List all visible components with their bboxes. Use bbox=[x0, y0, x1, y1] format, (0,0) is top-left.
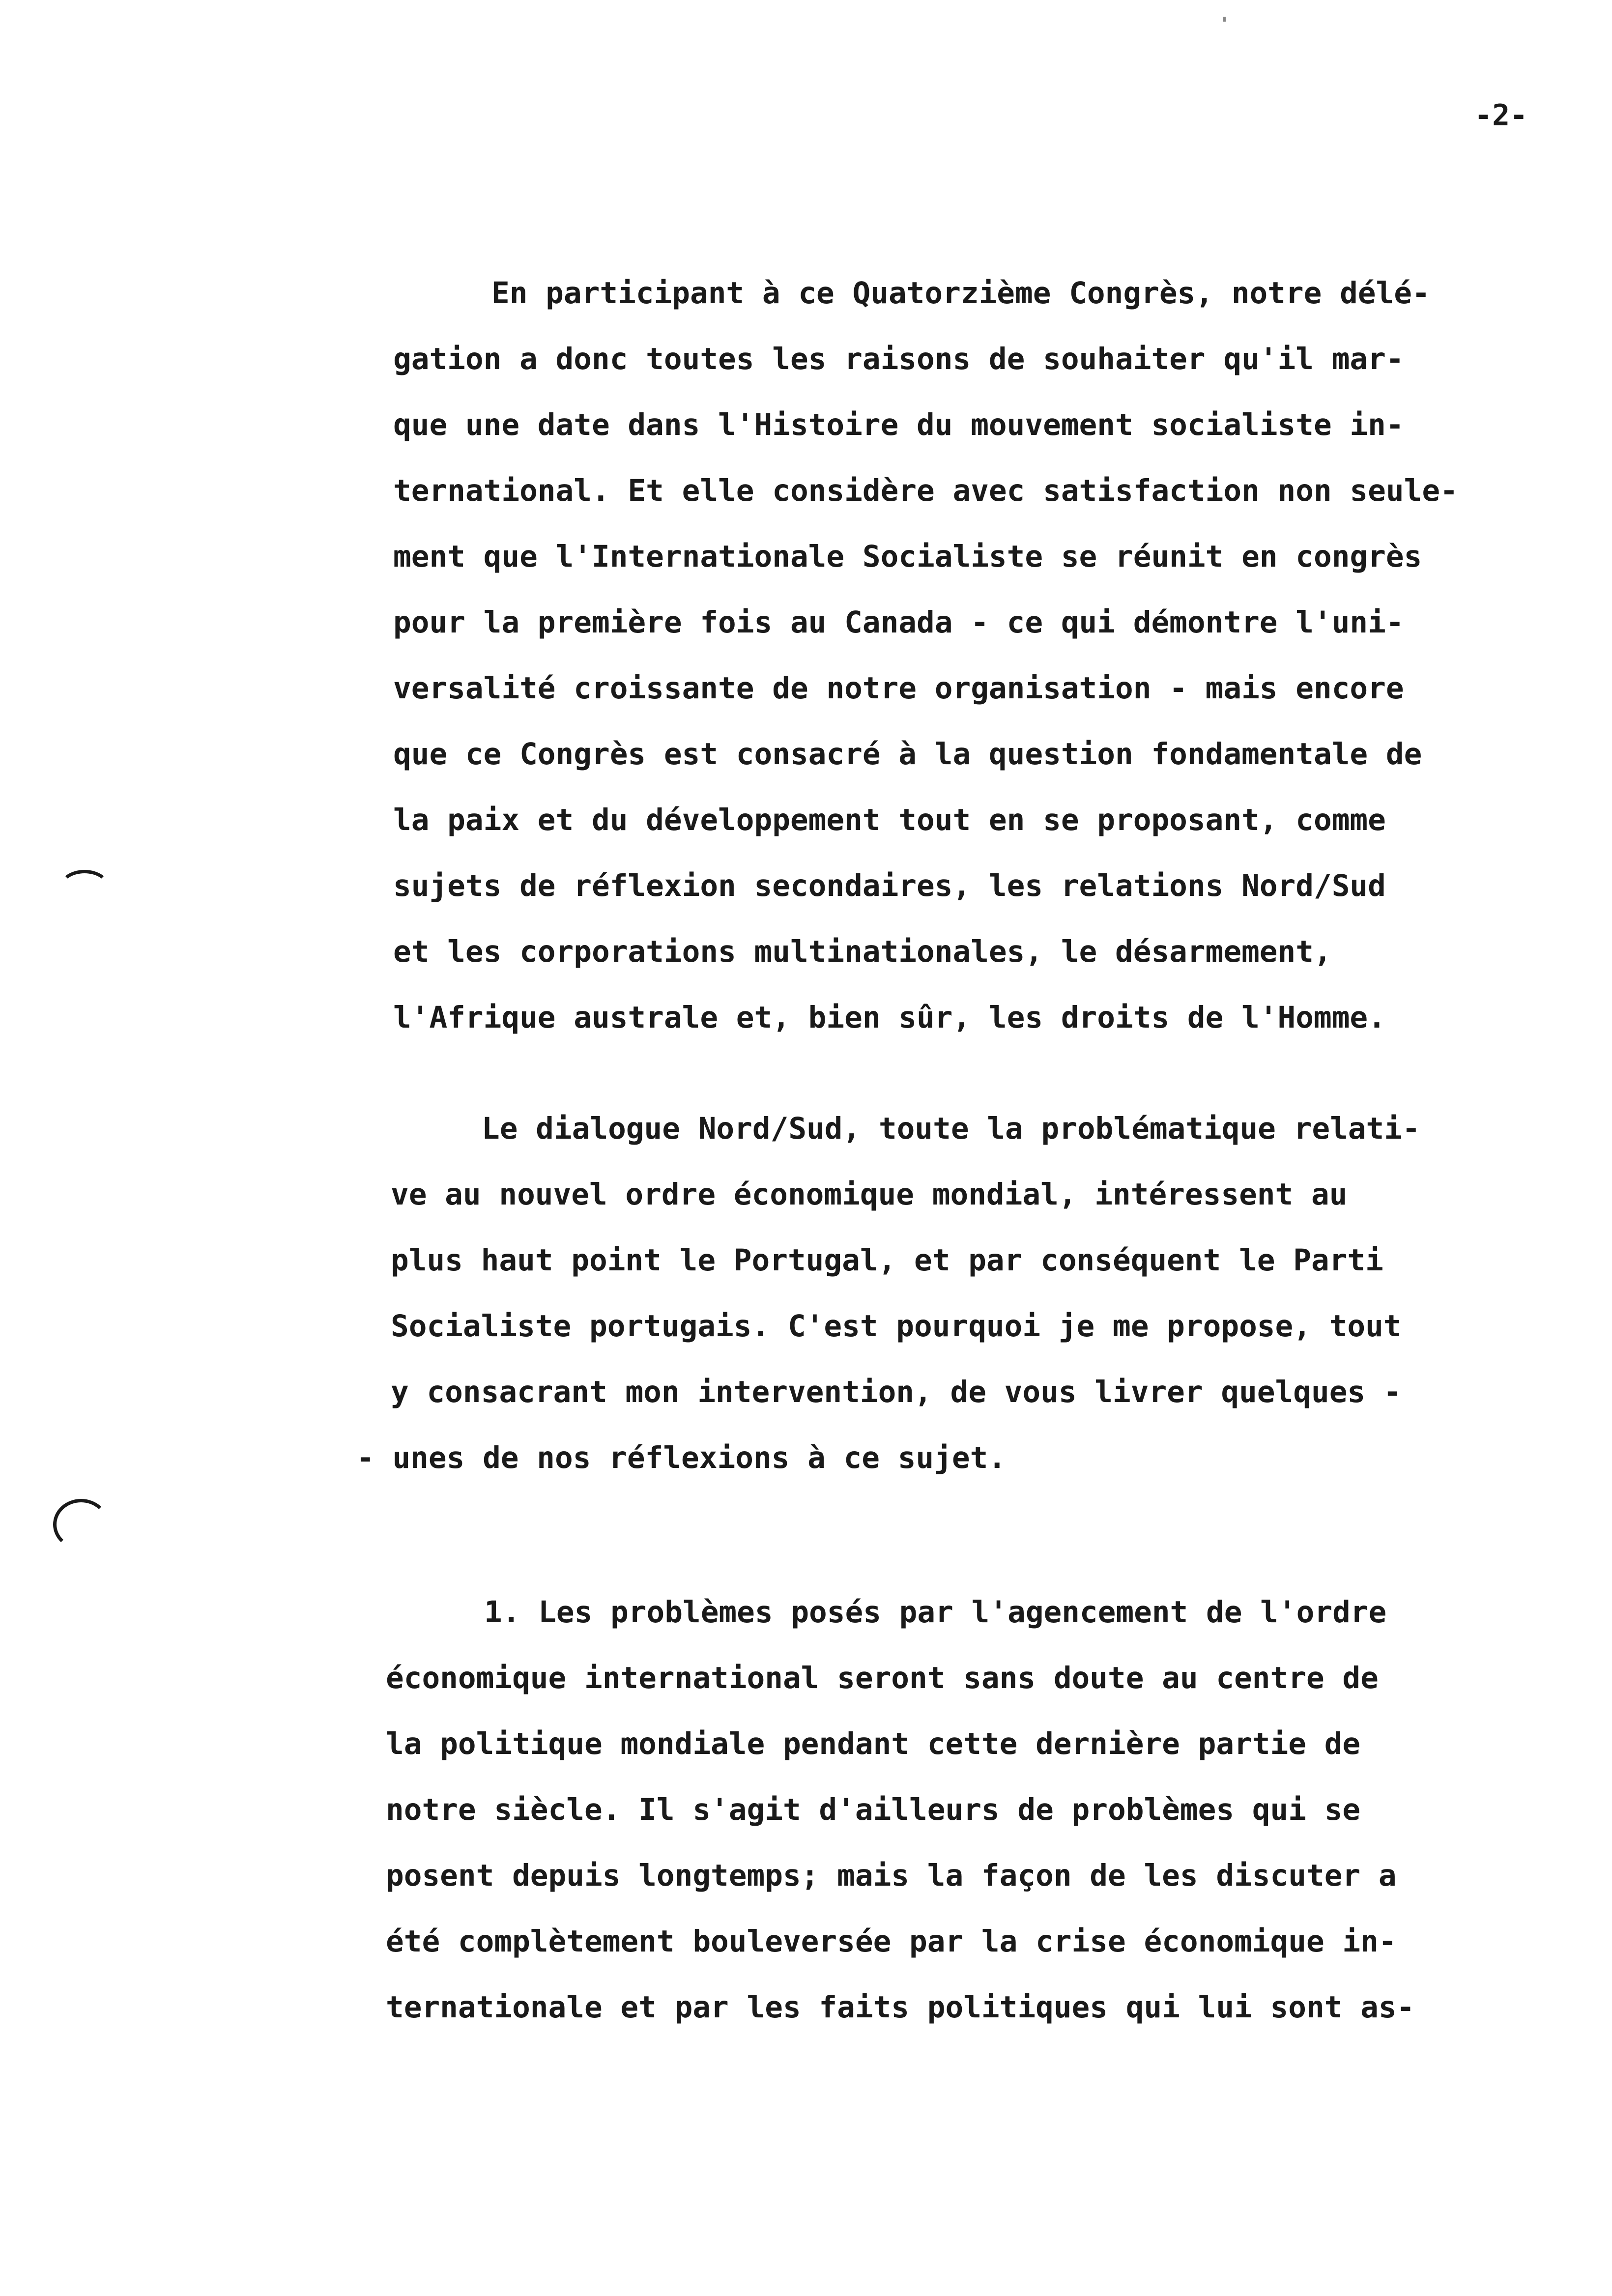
text-line: y consacrant mon intervention, de vous livrer quelques - bbox=[391, 1375, 1402, 1409]
text-line: ment que l'Internationale Socialiste se réunit en congrès bbox=[393, 539, 1422, 574]
text-line: Le dialogue Nord/Sud, toute la problématique relati- bbox=[482, 1111, 1420, 1146]
text-line: En participant à ce Quatorzième Congrès, notre délé- bbox=[491, 276, 1430, 311]
text-line: pour la première fois au Canada - ce qui démontre l'uni- bbox=[393, 605, 1404, 640]
margin-mark bbox=[53, 1499, 109, 1550]
text-line: - unes de nos réflexions à ce sujet. bbox=[356, 1440, 1007, 1475]
text-line: sujets de réflexion secondaires, les relations Nord/Sud bbox=[393, 868, 1386, 903]
text-line: versalité croissante de notre organisation - mais encore bbox=[393, 671, 1404, 706]
text-line: ternationale et par les faits politiques qui lui sont as- bbox=[386, 1990, 1415, 2025]
text-line: la paix et du développement tout en se proposant, comme bbox=[393, 803, 1386, 837]
text-line: la politique mondiale pendant cette dernière partie de bbox=[386, 1726, 1361, 1761]
text-line: plus haut point le Portugal, et par conséquent le Parti bbox=[391, 1243, 1383, 1278]
text-line: posent depuis longtemps; mais la façon de les discuter a bbox=[386, 1858, 1397, 1893]
text-line: l'Afrique australe et, bien sûr, les droits de l'Homme. bbox=[393, 1000, 1386, 1035]
text-line: et les corporations multinationales, le désarmement, bbox=[393, 934, 1332, 969]
scan-speck bbox=[1223, 17, 1226, 22]
page-number: -2- bbox=[1474, 98, 1528, 133]
text-line: gation a donc toutes les raisons de souhaiter qu'il mar- bbox=[393, 342, 1404, 376]
text-line: économique international seront sans doute au centre de bbox=[386, 1661, 1379, 1695]
margin-mark bbox=[59, 870, 110, 906]
text-line: que ce Congrès est consacré à la question fondamentale de bbox=[393, 737, 1422, 772]
text-line: que une date dans l'Histoire du mouvement socialiste in- bbox=[393, 407, 1404, 442]
text-line: été complètement bouleversée par la crise économique in- bbox=[386, 1924, 1397, 1959]
text-line: notre siècle. Il s'agit d'ailleurs de problèmes qui se bbox=[386, 1792, 1361, 1827]
text-line: Socialiste portugais. C'est pourquoi je me propose, tout bbox=[391, 1309, 1402, 1344]
text-line: ve au nouvel ordre économique mondial, intéressent au bbox=[391, 1177, 1348, 1212]
text-line: ternational. Et elle considère avec satisfaction non seule- bbox=[393, 473, 1458, 508]
text-line: 1. Les problèmes posés par l'agencement de l'ordre bbox=[484, 1595, 1387, 1630]
